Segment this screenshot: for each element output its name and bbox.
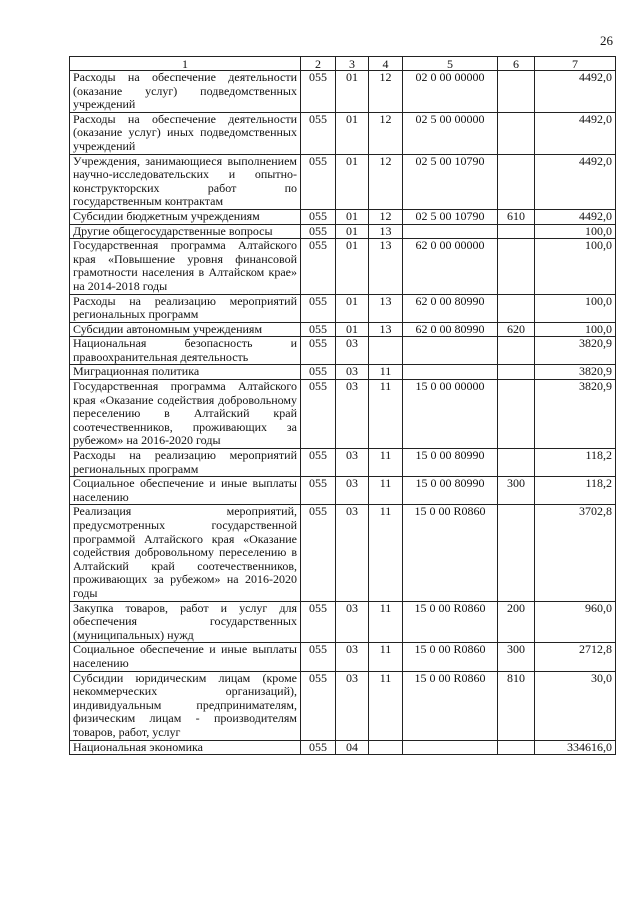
subsection-code-cell: 11 (369, 643, 403, 671)
target-code-cell: 02 5 00 10790 (403, 209, 498, 224)
row-name-cell: Расходы на реализацию мероприятий региональных программ (70, 449, 301, 477)
section-code-cell: 01 (336, 322, 369, 337)
target-code-cell: 15 0 00 R0860 (403, 601, 498, 643)
subsection-code-cell (369, 740, 403, 755)
budget-table (69, 56, 616, 755)
amount-cell: 334616,0 (535, 740, 616, 755)
row-name-cell: Другие общегосударственные вопросы (70, 224, 301, 239)
expense-type-cell: 620 (498, 322, 535, 337)
table-row (70, 477, 616, 505)
admin-code-cell: 055 (301, 71, 336, 113)
subsection-code-cell: 11 (369, 477, 403, 505)
admin-code-cell: 055 (301, 449, 336, 477)
section-code-cell: 01 (336, 294, 369, 322)
target-code-cell: 15 0 00 R0860 (403, 643, 498, 671)
admin-code-cell: 055 (301, 505, 336, 601)
table-row (70, 239, 616, 294)
target-code-cell: 15 0 00 80990 (403, 477, 498, 505)
table-row (70, 322, 616, 337)
row-name-cell: Субсидии бюджетным учреждениям (70, 209, 301, 224)
row-name-cell: Национальная безопасность и правоохранительная деятельность (70, 337, 301, 365)
header-cell: 1 (70, 57, 301, 71)
table-row (70, 643, 616, 671)
amount-cell: 118,2 (535, 449, 616, 477)
admin-code-cell: 055 (301, 477, 336, 505)
expense-type-cell: 200 (498, 601, 535, 643)
table-row (70, 740, 616, 755)
section-code-cell: 03 (336, 365, 369, 380)
admin-code-cell: 055 (301, 224, 336, 239)
table-row (70, 505, 616, 601)
admin-code-cell: 055 (301, 671, 336, 740)
header-cell: 5 (403, 57, 498, 71)
header-cell: 2 (301, 57, 336, 71)
target-code-cell: 62 0 00 00000 (403, 239, 498, 294)
admin-code-cell: 055 (301, 337, 336, 365)
subsection-code-cell: 12 (369, 71, 403, 113)
amount-cell: 3702,8 (535, 505, 616, 601)
target-code-cell: 15 0 00 80990 (403, 449, 498, 477)
subsection-code-cell: 13 (369, 224, 403, 239)
amount-cell: 100,0 (535, 224, 616, 239)
target-code-cell: 15 0 00 R0860 (403, 505, 498, 601)
table-row (70, 449, 616, 477)
section-code-cell: 01 (336, 71, 369, 113)
subsection-code-cell: 11 (369, 505, 403, 601)
expense-type-cell (498, 505, 535, 601)
table-row (70, 224, 616, 239)
table-row (70, 154, 616, 209)
amount-cell: 4492,0 (535, 209, 616, 224)
subsection-code-cell: 11 (369, 380, 403, 449)
expense-type-cell (498, 365, 535, 380)
subsection-code-cell (369, 337, 403, 365)
expense-type-cell: 300 (498, 643, 535, 671)
admin-code-cell: 055 (301, 365, 336, 380)
section-code-cell: 01 (336, 224, 369, 239)
subsection-code-cell: 11 (369, 365, 403, 380)
amount-cell: 3820,9 (535, 337, 616, 365)
row-name-cell: Расходы на обеспечение деятельности (оказание услуг) подведомственных учреждений (70, 71, 301, 113)
admin-code-cell: 055 (301, 643, 336, 671)
admin-code-cell: 055 (301, 112, 336, 154)
amount-cell: 100,0 (535, 294, 616, 322)
row-name-cell: Социальное обеспечение и иные выплаты населению (70, 477, 301, 505)
row-name-cell: Государственная программа Алтайского края «Оказание содействия добровольному переселению в Алтайский край соотечественников, проживающих за рубежом» на 2016-2020 годы (70, 380, 301, 449)
admin-code-cell: 055 (301, 239, 336, 294)
amount-cell: 4492,0 (535, 71, 616, 113)
section-code-cell: 03 (336, 449, 369, 477)
section-code-cell: 01 (336, 112, 369, 154)
amount-cell: 100,0 (535, 322, 616, 337)
table-row (70, 294, 616, 322)
section-code-cell: 01 (336, 209, 369, 224)
subsection-code-cell: 11 (369, 671, 403, 740)
admin-code-cell: 055 (301, 601, 336, 643)
target-code-cell: 15 0 00 00000 (403, 380, 498, 449)
amount-cell: 960,0 (535, 601, 616, 643)
expense-type-cell (498, 449, 535, 477)
expense-type-cell (498, 337, 535, 365)
row-name-cell: Реализация мероприятий, предусмотренных государственной программой Алтайского края «Оказание содействия добровольному переселению в Алтайский край соотечественников, проживающих за рубежом» на 2016-2020 годы (70, 505, 301, 601)
admin-code-cell: 055 (301, 322, 336, 337)
admin-code-cell: 055 (301, 209, 336, 224)
table-row (70, 337, 616, 365)
table-row (70, 380, 616, 449)
section-code-cell: 03 (336, 337, 369, 365)
table-row (70, 112, 616, 154)
admin-code-cell: 055 (301, 740, 336, 755)
amount-cell: 118,2 (535, 477, 616, 505)
target-code-cell (403, 337, 498, 365)
header-cell: 3 (336, 57, 369, 71)
header-cell: 4 (369, 57, 403, 71)
target-code-cell: 02 5 00 00000 (403, 112, 498, 154)
admin-code-cell: 055 (301, 154, 336, 209)
row-name-cell: Расходы на реализацию мероприятий региональных программ (70, 294, 301, 322)
header-cell: 7 (535, 57, 616, 71)
target-code-cell (403, 224, 498, 239)
expense-type-cell (498, 154, 535, 209)
section-code-cell: 01 (336, 154, 369, 209)
target-code-cell: 62 0 00 80990 (403, 322, 498, 337)
row-name-cell: Миграционная политика (70, 365, 301, 380)
row-name-cell: Национальная экономика (70, 740, 301, 755)
amount-cell: 4492,0 (535, 112, 616, 154)
row-name-cell: Социальное обеспечение и иные выплаты населению (70, 643, 301, 671)
target-code-cell (403, 740, 498, 755)
expense-type-cell (498, 380, 535, 449)
expense-type-cell (498, 239, 535, 294)
expense-type-cell: 610 (498, 209, 535, 224)
row-name-cell: Закупка товаров, работ и услуг для обеспечения государственных (муниципальных) нужд (70, 601, 301, 643)
target-code-cell: 02 5 00 10790 (403, 154, 498, 209)
expense-type-cell (498, 112, 535, 154)
row-name-cell: Расходы на обеспечение деятельности (оказание услуг) иных подведомственных учреждений (70, 112, 301, 154)
section-code-cell: 03 (336, 671, 369, 740)
section-code-cell: 03 (336, 380, 369, 449)
subsection-code-cell: 11 (369, 601, 403, 643)
expense-type-cell (498, 224, 535, 239)
section-code-cell: 03 (336, 505, 369, 601)
table-header-row (70, 57, 616, 71)
section-code-cell: 01 (336, 239, 369, 294)
amount-cell: 3820,9 (535, 365, 616, 380)
subsection-code-cell: 13 (369, 239, 403, 294)
table-row (70, 671, 616, 740)
row-name-cell: Субсидии юридическим лицам (кроме некоммерческих организаций), индивидуальным предпринимателям, физическим лицам - производителям товаров, работ, услуг (70, 671, 301, 740)
amount-cell: 3820,9 (535, 380, 616, 449)
table-row (70, 365, 616, 380)
target-code-cell: 02 0 00 00000 (403, 71, 498, 113)
table-row (70, 71, 616, 113)
target-code-cell: 15 0 00 R0860 (403, 671, 498, 740)
amount-cell: 4492,0 (535, 154, 616, 209)
expense-type-cell (498, 71, 535, 113)
amount-cell: 2712,8 (535, 643, 616, 671)
table-row (70, 601, 616, 643)
subsection-code-cell: 12 (369, 154, 403, 209)
subsection-code-cell: 13 (369, 294, 403, 322)
expense-type-cell (498, 740, 535, 755)
target-code-cell (403, 365, 498, 380)
header-cell: 6 (498, 57, 535, 71)
section-code-cell: 03 (336, 643, 369, 671)
admin-code-cell: 055 (301, 380, 336, 449)
row-name-cell: Государственная программа Алтайского края «Повышение уровня финансовой грамотности населения в Алтайском крае» на 2014-2018 годы (70, 239, 301, 294)
subsection-code-cell: 12 (369, 112, 403, 154)
section-code-cell: 04 (336, 740, 369, 755)
admin-code-cell: 055 (301, 294, 336, 322)
subsection-code-cell: 12 (369, 209, 403, 224)
amount-cell: 100,0 (535, 239, 616, 294)
page-number: 26 (600, 33, 613, 48)
expense-type-cell: 300 (498, 477, 535, 505)
row-name-cell: Учреждения, занимающиеся выполнением научно-исследовательских и опытно-конструкторских работ по государственным контрактам (70, 154, 301, 209)
row-name-cell: Субсидии автономным учреждениям (70, 322, 301, 337)
subsection-code-cell: 13 (369, 322, 403, 337)
section-code-cell: 03 (336, 601, 369, 643)
amount-cell: 30,0 (535, 671, 616, 740)
expense-type-cell (498, 294, 535, 322)
expense-type-cell: 810 (498, 671, 535, 740)
section-code-cell: 03 (336, 477, 369, 505)
table-row (70, 209, 616, 224)
target-code-cell: 62 0 00 80990 (403, 294, 498, 322)
subsection-code-cell: 11 (369, 449, 403, 477)
